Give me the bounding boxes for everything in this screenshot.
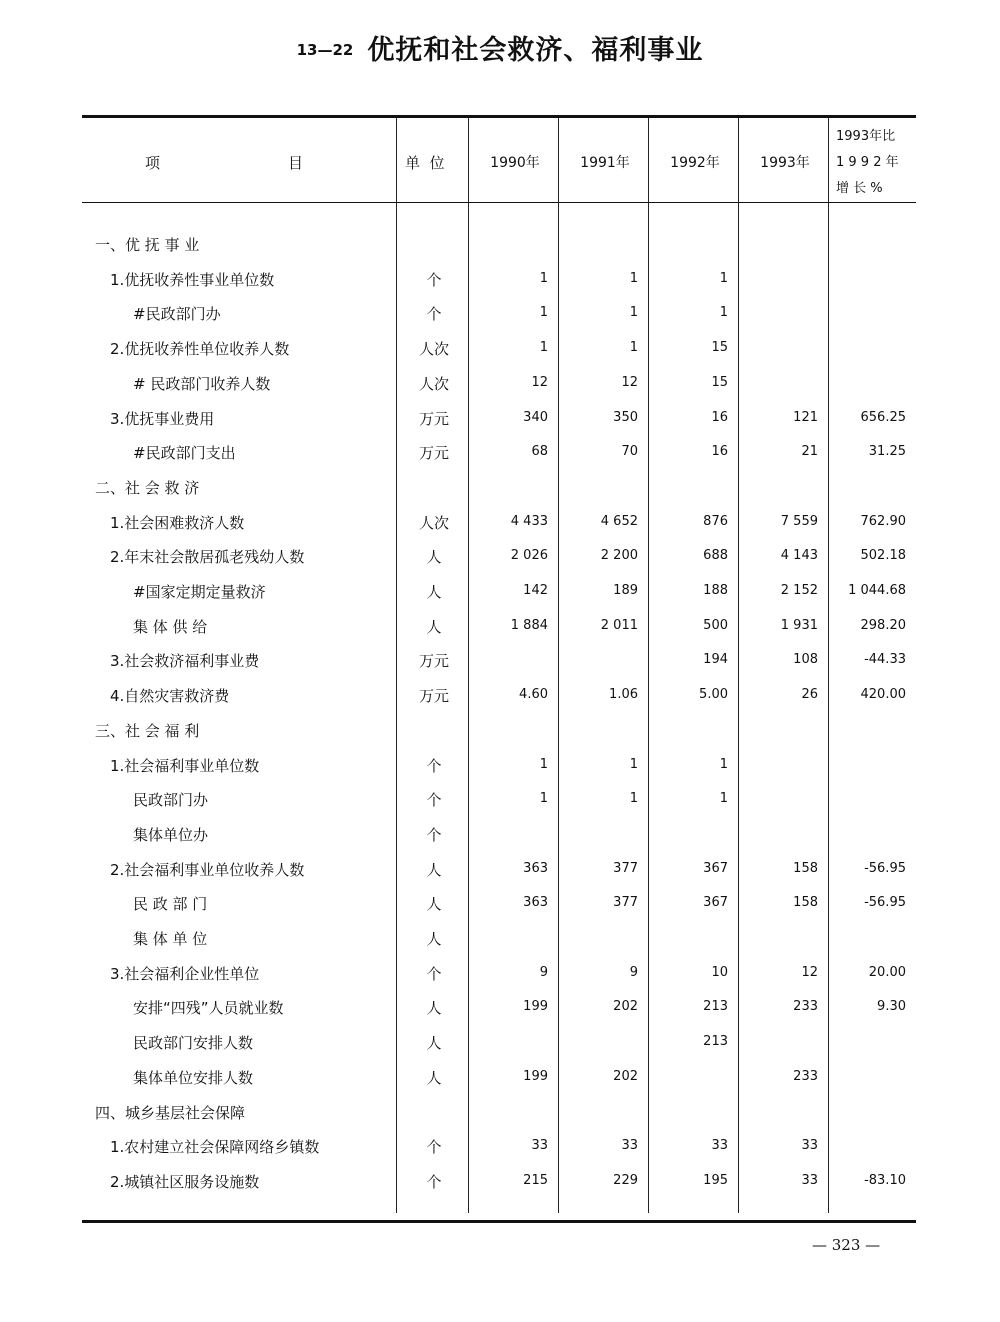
value-1991: 189 [613, 583, 638, 598]
table-row [0, 442, 1000, 476]
row-label: 集体单位办 [133, 825, 209, 844]
value-1990: 199 [523, 1068, 548, 1084]
row-label: 安排“四残”人员就业数 [133, 999, 284, 1018]
row-unit: 人 [426, 583, 442, 601]
table-row [0, 408, 1000, 442]
row-label: 四、城乡基层社会保障 [95, 1103, 246, 1122]
value-growth: 502.18 [860, 548, 906, 564]
value-1990: 363 [523, 860, 548, 876]
value-1992: 1 [719, 791, 728, 807]
row-label: #国家定期定量救济 [133, 583, 266, 601]
row-unit: 个 [426, 1172, 442, 1191]
value-1991: 377 [613, 860, 638, 876]
row-unit: 人 [426, 548, 442, 567]
value-1990: 33 [531, 1138, 548, 1154]
header-unit: 单 位 [405, 154, 445, 172]
value-1993: 158 [793, 895, 818, 911]
row-unit: 万元 [418, 409, 449, 428]
value-1993: 158 [793, 860, 818, 876]
header-1992: 1992年 [670, 155, 720, 171]
page-title [0, 28, 1000, 67]
value-1992: 15 [711, 340, 728, 356]
row-unit: 人次 [418, 340, 449, 359]
value-1991: 1 [629, 270, 638, 286]
value-1990: 2 026 [510, 548, 548, 564]
row-label: 1.农村建立社会保障网络乡镇数 [110, 1138, 320, 1157]
value-1993: 4 143 [780, 548, 818, 564]
table-row [0, 1136, 1000, 1170]
value-1991: 229 [613, 1172, 638, 1188]
row-label: 2.年末社会散居孤老残幼人数 [110, 548, 305, 567]
row-unit: 个 [426, 825, 442, 844]
row-label: 1.社会困难救济人数 [110, 513, 245, 532]
value-1992: 213 [703, 999, 728, 1015]
row-label: 2.社会福利事业单位收养人数 [110, 860, 305, 879]
row-unit: 个 [426, 756, 442, 775]
value-growth: 9.30 [877, 999, 906, 1015]
row-label: 1.优抚收养性事业单位数 [110, 270, 275, 289]
value-1990: 12 [531, 374, 548, 390]
value-1992: 688 [703, 548, 728, 564]
value-growth: 31.25 [868, 444, 906, 460]
row-unit: 个 [426, 305, 442, 324]
value-1991: 2 200 [600, 548, 638, 564]
value-1993: 21 [801, 444, 818, 460]
value-1991: 33 [621, 1138, 638, 1154]
value-1993: 2 152 [780, 583, 818, 598]
value-1992: 1 [719, 756, 728, 772]
value-growth: 762.90 [860, 513, 906, 529]
value-1992: 500 [703, 617, 728, 633]
header-growth [836, 124, 916, 202]
value-1990: 1 [539, 756, 548, 772]
row-label: 3.社会福利企业性单位 [110, 964, 260, 983]
page-number: — 323 — [812, 1236, 881, 1254]
row-label: 三、社 会 福 利 [95, 721, 200, 740]
value-1990: 68 [531, 444, 548, 460]
table-row [0, 269, 1000, 303]
value-1992: 16 [711, 444, 728, 460]
row-label: 2.优抚收养性单位收养人数 [110, 340, 290, 359]
value-1991: 1 [629, 791, 638, 807]
table-row [0, 1171, 1000, 1205]
row-unit: 个 [426, 964, 442, 983]
header-growth-line1: 1993年比 [836, 129, 896, 144]
table-row [0, 373, 1000, 407]
value-growth: 1 044.68 [848, 583, 906, 598]
value-1990: 142 [523, 583, 548, 598]
value-1991: 70 [621, 444, 638, 460]
value-growth: -56.95 [864, 860, 906, 876]
bottom-rule [82, 1220, 916, 1223]
row-unit: 人 [426, 999, 442, 1018]
value-growth: -44.33 [864, 652, 906, 668]
row-unit: 人 [426, 895, 442, 914]
value-1992: 876 [703, 513, 728, 529]
value-1992: 5.00 [699, 687, 728, 703]
row-label: # 民政部门收养人数 [133, 374, 271, 393]
table-row [0, 303, 1000, 337]
table-row [0, 1067, 1000, 1101]
header-growth-line3: 增 长 % [836, 181, 883, 196]
table-row [0, 1102, 1000, 1136]
value-1993: 1 931 [780, 617, 818, 633]
value-1991: 4 652 [600, 513, 638, 529]
row-label: 2.城镇社区服务设施数 [110, 1172, 260, 1191]
row-unit: 万元 [418, 687, 449, 706]
table-row [0, 546, 1000, 580]
value-1990: 1 [539, 305, 548, 321]
table-row [0, 997, 1000, 1031]
table-title: 优抚和社会救济、福利事业 [367, 35, 704, 66]
value-1991: 1 [629, 340, 638, 356]
value-1992: 367 [703, 895, 728, 911]
value-1992: 10 [711, 964, 728, 980]
value-growth: 420.00 [860, 687, 906, 703]
value-1990: 340 [523, 409, 548, 425]
value-1991: 12 [621, 374, 638, 390]
header-1991: 1991年 [580, 155, 630, 171]
value-1993: 33 [801, 1172, 818, 1188]
table-row [0, 650, 1000, 684]
value-1993: 233 [793, 1068, 818, 1084]
value-1992: 33 [711, 1138, 728, 1154]
value-1992: 367 [703, 860, 728, 876]
value-1991: 1 [629, 305, 638, 321]
row-label: 民 政 部 门 [133, 895, 208, 914]
row-unit: 个 [426, 1138, 442, 1157]
value-1993: 33 [801, 1138, 818, 1154]
header-item-right: 目 [288, 154, 304, 172]
header-item-left: 项 [145, 154, 161, 172]
table-row [0, 720, 1000, 754]
row-label: 二、社 会 救 济 [95, 478, 200, 497]
row-unit: 个 [426, 270, 442, 289]
table-row [0, 338, 1000, 372]
header-1990: 1990年 [490, 155, 540, 171]
row-label: 一、优 抚 事 业 [95, 236, 200, 254]
table-row [0, 477, 1000, 511]
row-label: 3.优抚事业费用 [110, 409, 215, 428]
value-1992: 1 [719, 305, 728, 321]
row-unit: 人 [426, 617, 442, 636]
header-1993: 1993年 [760, 155, 810, 171]
value-1993: 233 [793, 999, 818, 1015]
row-unit: 万元 [418, 652, 449, 671]
value-1991: 1 [629, 756, 638, 772]
row-label: 1.社会福利事业单位数 [110, 756, 260, 775]
value-1990: 1 [539, 340, 548, 356]
table-row [0, 234, 1000, 268]
table-row [0, 824, 1000, 858]
value-1991: 377 [613, 895, 638, 911]
row-label: 3.社会救济福利事业费 [110, 652, 260, 671]
header-growth-line2: 1 9 9 2 年 [836, 155, 899, 170]
table-row [0, 963, 1000, 997]
row-label: 民政部门办 [133, 791, 209, 810]
row-unit: 人 [426, 1034, 442, 1053]
table-row [0, 512, 1000, 546]
value-1990: 1 884 [510, 617, 548, 633]
value-growth: 656.25 [860, 409, 906, 425]
table-row [0, 859, 1000, 893]
value-1991: 202 [613, 1068, 638, 1084]
value-1993: 7 559 [780, 513, 818, 529]
value-1990: 4 433 [510, 513, 548, 529]
row-label: 集体单位安排人数 [133, 1068, 254, 1087]
value-1992: 16 [711, 409, 728, 425]
value-1993: 108 [793, 652, 818, 668]
table-row [0, 755, 1000, 789]
value-1990: 1 [539, 270, 548, 286]
value-1992: 1 [719, 270, 728, 286]
value-1990: 215 [523, 1172, 548, 1188]
row-unit: 个 [426, 791, 442, 810]
row-label: 集 体 单 位 [133, 930, 208, 948]
value-1991: 350 [613, 409, 638, 425]
row-unit: 人 [426, 860, 442, 879]
value-1990: 9 [539, 964, 548, 980]
value-1991: 202 [613, 999, 638, 1015]
row-label: 民政部门安排人数 [133, 1034, 254, 1053]
value-1991: 2 011 [600, 617, 638, 633]
value-1993: 121 [793, 409, 818, 425]
top-rule [82, 115, 916, 118]
header-rule [82, 202, 916, 203]
value-1993: 26 [801, 687, 818, 703]
value-1992: 15 [711, 374, 728, 390]
header-item [145, 152, 303, 173]
value-growth: -83.10 [864, 1172, 906, 1188]
table-row [0, 616, 1000, 650]
row-unit: 人次 [418, 374, 449, 393]
value-1992: 195 [703, 1172, 728, 1188]
table-row [0, 685, 1000, 719]
value-1990: 363 [523, 895, 548, 911]
value-1992: 188 [703, 583, 728, 598]
row-label: 4.自然灾害救济费 [110, 687, 230, 706]
table-row [0, 893, 1000, 927]
value-growth: 298.20 [860, 617, 906, 633]
value-1992: 213 [703, 1034, 728, 1050]
value-growth: 20.00 [868, 964, 906, 980]
row-label: 集 体 供 给 [133, 617, 208, 636]
value-1990: 1 [539, 791, 548, 807]
value-1991: 9 [629, 964, 638, 980]
row-unit: 人 [426, 1068, 442, 1087]
table-row [0, 928, 1000, 962]
value-1990: 199 [523, 999, 548, 1015]
table-row [0, 581, 1000, 615]
table-row [0, 1032, 1000, 1066]
row-unit: 人 [426, 930, 442, 948]
table-row [0, 789, 1000, 823]
value-1993: 12 [801, 964, 818, 980]
row-unit: 万元 [418, 444, 449, 463]
row-unit: 人次 [418, 513, 449, 532]
row-label: #民政部门办 [133, 305, 221, 324]
table-code: 13—22 [296, 41, 354, 59]
value-growth: -56.95 [864, 895, 906, 911]
value-1990: 4.60 [519, 687, 548, 703]
value-1991: 1.06 [609, 687, 638, 703]
value-1992: 194 [703, 652, 728, 668]
row-label: #民政部门支出 [133, 444, 236, 463]
